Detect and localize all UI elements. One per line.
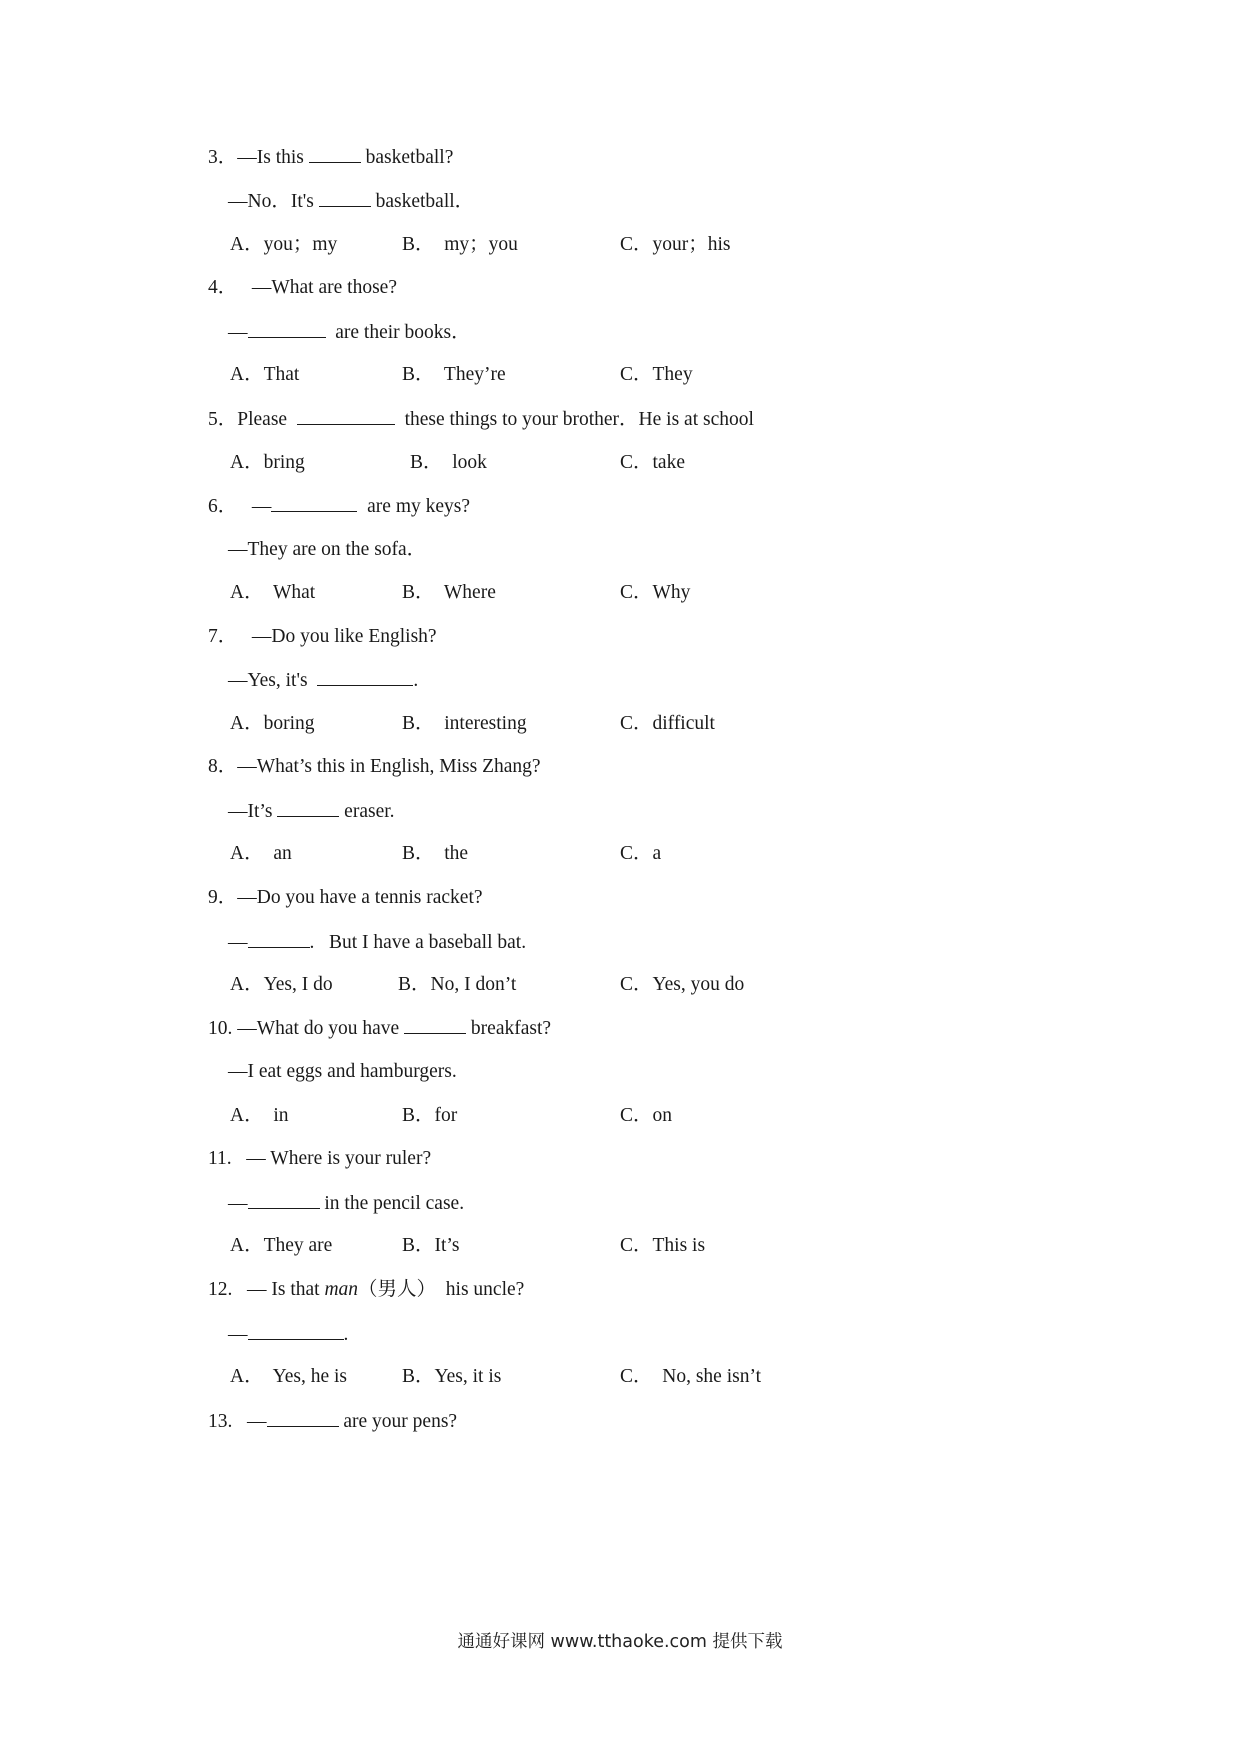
q10-blank [404,1015,466,1034]
q12-stem-italic: man [324,1279,359,1300]
q7-reply-text: —Yes, it's [228,670,318,691]
q5-stem-text-2: these things to your brother．He is at school [394,409,754,430]
q3-reply-blank [319,188,371,207]
question-11-reply [228,1190,464,1217]
q8-reply-text-2: eraser. [339,801,395,822]
q12-option-b: B．Yes, it is [402,1366,502,1387]
question-12-stem [208,1277,524,1303]
q4-reply-text: — [228,322,248,343]
question-9-stem: 9．—Do you have a tennis racket? [208,887,483,908]
q7-option-c: C．difficult [620,713,715,734]
q6-blank [271,493,357,512]
q8-reply-blank [277,798,339,817]
question-3-stem [208,144,453,171]
q10-option-c: C．on [620,1105,673,1126]
q11-reply-text: — [228,1193,248,1214]
question-5-stem [208,406,754,433]
question-7-stem: 7． —Do you like English? [208,626,437,647]
q7-option-a: A．boring [230,713,315,734]
q9-option-a: A．Yes, I do [230,974,333,995]
q3-option-b: B． my；you [402,234,518,255]
q12-reply-text: — [228,1324,248,1345]
q12-option-c: C． No, she isn’t [620,1366,762,1387]
q8-option-c: C．a [620,843,662,864]
q9-option-c: C．Yes, you do [620,974,745,995]
question-11-stem: 11. — Where is your ruler? [208,1148,432,1169]
q13-blank [267,1408,339,1427]
question-10-reply: —I eat eggs and hamburgers. [228,1061,457,1082]
q9-reply-text: — [228,932,248,953]
q3-blank [309,144,361,163]
q11-option-c: C．This is [620,1235,706,1256]
q3-reply-text-2: basketball． [370,191,475,212]
q11-reply-text-2: in the pencil case. [319,1193,465,1214]
q6-option-c: C．Why [620,582,691,603]
q12-stem-text-2: （男人） his uncle? [358,1279,525,1300]
q6-option-b: B． Where [402,582,496,603]
q3-stem-text-2: basketball? [360,147,454,168]
q12-reply-blank [248,1321,344,1340]
q5-option-a: A．bring [230,452,305,473]
q6-stem-text-2: are my keys? [357,496,471,517]
q8-reply-text: —It’s [228,801,278,822]
question-8-reply [228,798,395,825]
page-footer: 通通好课网 www.tthaoke.com 提供下载 [457,1632,783,1652]
q12-option-a: A． Yes, he is [230,1366,348,1387]
q9-reply-blank [248,929,310,948]
q3-reply-text: —No．It's [228,191,319,212]
q9-reply-text-2: . But I have a baseball bat. [309,932,527,953]
question-4-stem: 4． —What are those? [208,277,397,298]
q3-option-c: C．your；his [620,234,731,255]
q5-option-b: B． look [410,452,487,473]
q4-reply-text-2: are their books． [325,322,471,343]
q5-stem-text: 5．Please [208,409,297,430]
q4-option-b: B． They’re [402,364,506,385]
q13-stem-text-2: are your pens? [338,1411,458,1432]
q9-option-b: B．No, I don’t [398,974,517,995]
q3-option-a: A．you；my [230,234,338,255]
q10-option-a: A． in [230,1105,289,1126]
question-6-stem [208,493,470,520]
question-3-reply [228,188,474,215]
question-12-reply [228,1321,348,1348]
q11-reply-blank [248,1190,320,1209]
q12-stem-text: 12. — Is that [208,1279,325,1300]
q5-blank [297,406,395,425]
q10-stem-text-2: breakfast? [466,1018,552,1039]
question-6-reply: —They are on the sofa． [228,539,427,560]
q7-option-b: B． interesting [402,713,527,734]
q7-reply-text-2: . [413,670,419,691]
q8-option-b: B． the [402,843,469,864]
q4-reply-blank [248,319,326,338]
q10-stem-text: 10. —What do you have [208,1018,405,1039]
question-9-reply [228,929,526,956]
q13-stem-text: 13. — [208,1411,267,1432]
q4-option-c: C．They [620,364,693,385]
q3-stem-text: 3．—Is this [208,147,309,168]
q11-option-a: A．They are [230,1235,333,1256]
question-10-stem [208,1015,551,1042]
q6-stem-text: 6． — [208,496,272,517]
q11-option-b: B．It’s [402,1235,460,1256]
question-13-stem [208,1408,457,1435]
question-7-reply [228,667,418,694]
q4-option-a: A．That [230,364,300,385]
question-8-stem: 8．—What’s this in English, Miss Zhang? [208,756,541,777]
q6-option-a: A． What [230,582,316,603]
q7-reply-blank [317,667,413,686]
q8-option-a: A． an [230,843,292,864]
q5-option-c: C．take [620,452,685,473]
q12-reply-text-2: . [343,1324,349,1345]
question-4-reply [228,319,471,346]
q10-option-b: B．for [402,1105,458,1126]
